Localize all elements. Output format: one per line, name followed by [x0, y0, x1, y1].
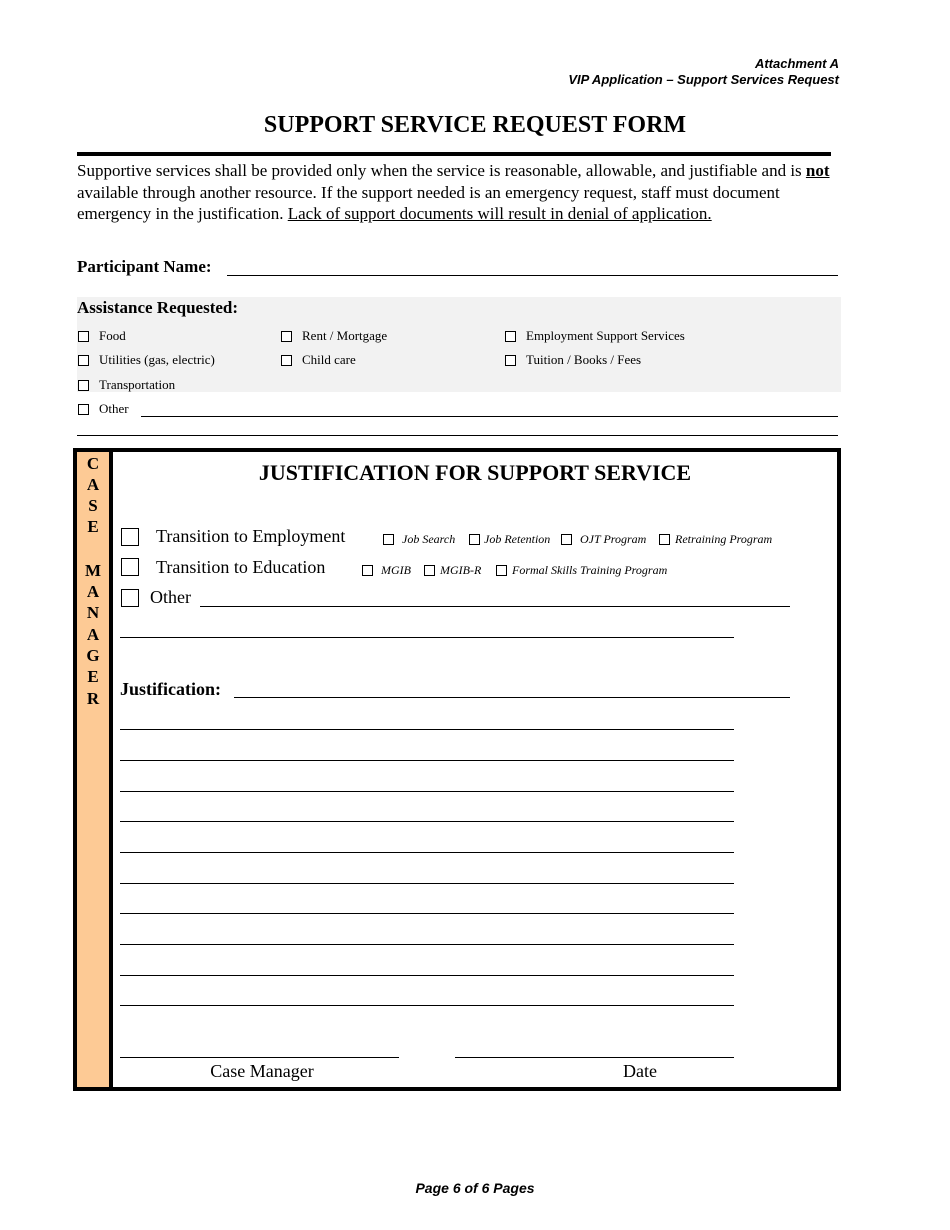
employment-option[interactable]: [659, 532, 772, 547]
case-manager-signature-field[interactable]: [120, 1057, 399, 1058]
justification-label: Justification:: [120, 679, 221, 699]
sidebar-letter: S: [88, 496, 98, 515]
justification-line[interactable]: [120, 1005, 734, 1006]
justification-title: JUSTIFICATION FOR SUPPORT SERVICE: [258, 460, 692, 485]
assist-employment-support-label: Employment Support Services: [526, 328, 685, 343]
assist-tuition[interactable]: [505, 352, 641, 368]
intro-paragraph: [77, 160, 837, 225]
employment-checkbox[interactable]: [121, 528, 139, 546]
assist-transportation[interactable]: [78, 377, 175, 393]
assist-food[interactable]: [78, 328, 126, 344]
justification-line[interactable]: [120, 975, 734, 976]
assist-other-field[interactable]: [141, 416, 838, 417]
option-label: Job Retention: [484, 532, 551, 546]
employment-option[interactable]: [383, 532, 455, 547]
other-field[interactable]: [200, 606, 790, 607]
justification-line[interactable]: [120, 913, 734, 914]
assist-utilities-label: Utilities (gas, electric): [99, 352, 215, 367]
education-checkbox[interactable]: [121, 558, 139, 576]
education-option[interactable]: [496, 563, 667, 578]
sidebar-letter: R: [86, 689, 100, 708]
option-label: Job Search: [402, 532, 456, 546]
option-label: Retraining Program: [675, 532, 773, 546]
page-number: Page 6 of 6 Pages: [415, 1180, 535, 1196]
assist-rent[interactable]: [281, 328, 387, 344]
case-manager-label: Case Manager: [210, 1061, 314, 1081]
sidebar-letter: A: [86, 475, 100, 494]
justification-line[interactable]: [120, 729, 734, 730]
justification-line[interactable]: [120, 944, 734, 945]
checkbox-icon[interactable]: [659, 534, 670, 545]
intro-warning: Lack of support documents will result in denial of application.: [287, 204, 712, 223]
education-option[interactable]: [362, 563, 411, 578]
checkbox-icon[interactable]: [505, 355, 516, 366]
employment-option[interactable]: [561, 532, 646, 547]
intro-emphasis: not: [805, 161, 830, 180]
option-label: MGIB-R: [440, 563, 482, 577]
justification-line[interactable]: [120, 821, 734, 822]
sidebar-letter: C: [86, 454, 100, 473]
education-label: Transition to Education: [156, 557, 326, 577]
sidebar-letter: E: [87, 667, 99, 686]
assist-employment-support[interactable]: [505, 328, 685, 344]
justification-field[interactable]: [234, 697, 790, 698]
attachment-label: Attachment A: [754, 56, 839, 71]
participant-name-label: Participant Name:: [77, 257, 212, 276]
checkbox-icon[interactable]: [78, 355, 89, 366]
employment-option[interactable]: [469, 532, 550, 547]
checkbox-icon[interactable]: [78, 404, 89, 415]
checkbox-icon[interactable]: [362, 565, 373, 576]
checkbox-icon[interactable]: [561, 534, 572, 545]
assist-child-care-label: Child care: [302, 352, 356, 367]
justification-line[interactable]: [120, 760, 734, 761]
assist-utilities[interactable]: [78, 352, 215, 368]
sidebar-letter: M: [84, 561, 102, 580]
other-checkbox[interactable]: [121, 589, 139, 607]
sidebar-letter: N: [86, 603, 100, 622]
assist-other-label: Other: [99, 401, 129, 416]
checkbox-icon[interactable]: [469, 534, 480, 545]
justification-line[interactable]: [120, 883, 734, 884]
employment-label: Transition to Employment: [156, 526, 346, 546]
date-label: Date: [623, 1061, 657, 1081]
intro-text-2: available through another resource. If the support needed is an emergency request, staff must document emergency in the justification.: [77, 182, 780, 223]
participant-name-field[interactable]: [227, 275, 838, 276]
option-label: Formal Skills Training Program: [512, 563, 668, 577]
sidebar-letter: A: [86, 625, 100, 644]
checkbox-icon[interactable]: [281, 331, 292, 342]
assist-rent-label: Rent / Mortgage: [302, 328, 388, 343]
assist-tuition-label: Tuition / Books / Fees: [526, 352, 642, 367]
checkbox-icon[interactable]: [78, 331, 89, 342]
title-divider: [77, 152, 831, 156]
intro-text-1: Supportive services shall be provided only when the service is reasonable, allowable, and justifiable and is: [77, 161, 806, 180]
option-label: OJT Program: [580, 532, 647, 546]
document-subtitle: VIP Application – Support Services Request: [568, 72, 839, 87]
assist-transportation-label: Transportation: [99, 377, 176, 392]
assist-food-label: Food: [99, 328, 126, 343]
checkbox-icon[interactable]: [383, 534, 394, 545]
section-divider: [77, 435, 838, 436]
checkbox-icon[interactable]: [78, 380, 89, 391]
sidebar-letter: G: [86, 646, 100, 665]
sidebar-letter: E: [87, 517, 99, 536]
justification-line[interactable]: [120, 791, 734, 792]
option-label: MGIB: [381, 563, 411, 577]
checkbox-icon[interactable]: [496, 565, 507, 576]
education-option[interactable]: [424, 563, 481, 578]
other-field-line[interactable]: [120, 637, 734, 638]
checkbox-icon[interactable]: [424, 565, 435, 576]
sidebar-letter: A: [86, 582, 100, 601]
other-label: Other: [150, 587, 191, 607]
assist-other[interactable]: [78, 401, 129, 417]
form-title: SUPPORT SERVICE REQUEST FORM: [263, 112, 687, 138]
checkbox-icon[interactable]: [281, 355, 292, 366]
date-field[interactable]: [455, 1057, 734, 1058]
justification-line[interactable]: [120, 852, 734, 853]
assistance-title: Assistance Requested:: [77, 298, 239, 317]
assist-child-care[interactable]: [281, 352, 356, 368]
checkbox-icon[interactable]: [505, 331, 516, 342]
